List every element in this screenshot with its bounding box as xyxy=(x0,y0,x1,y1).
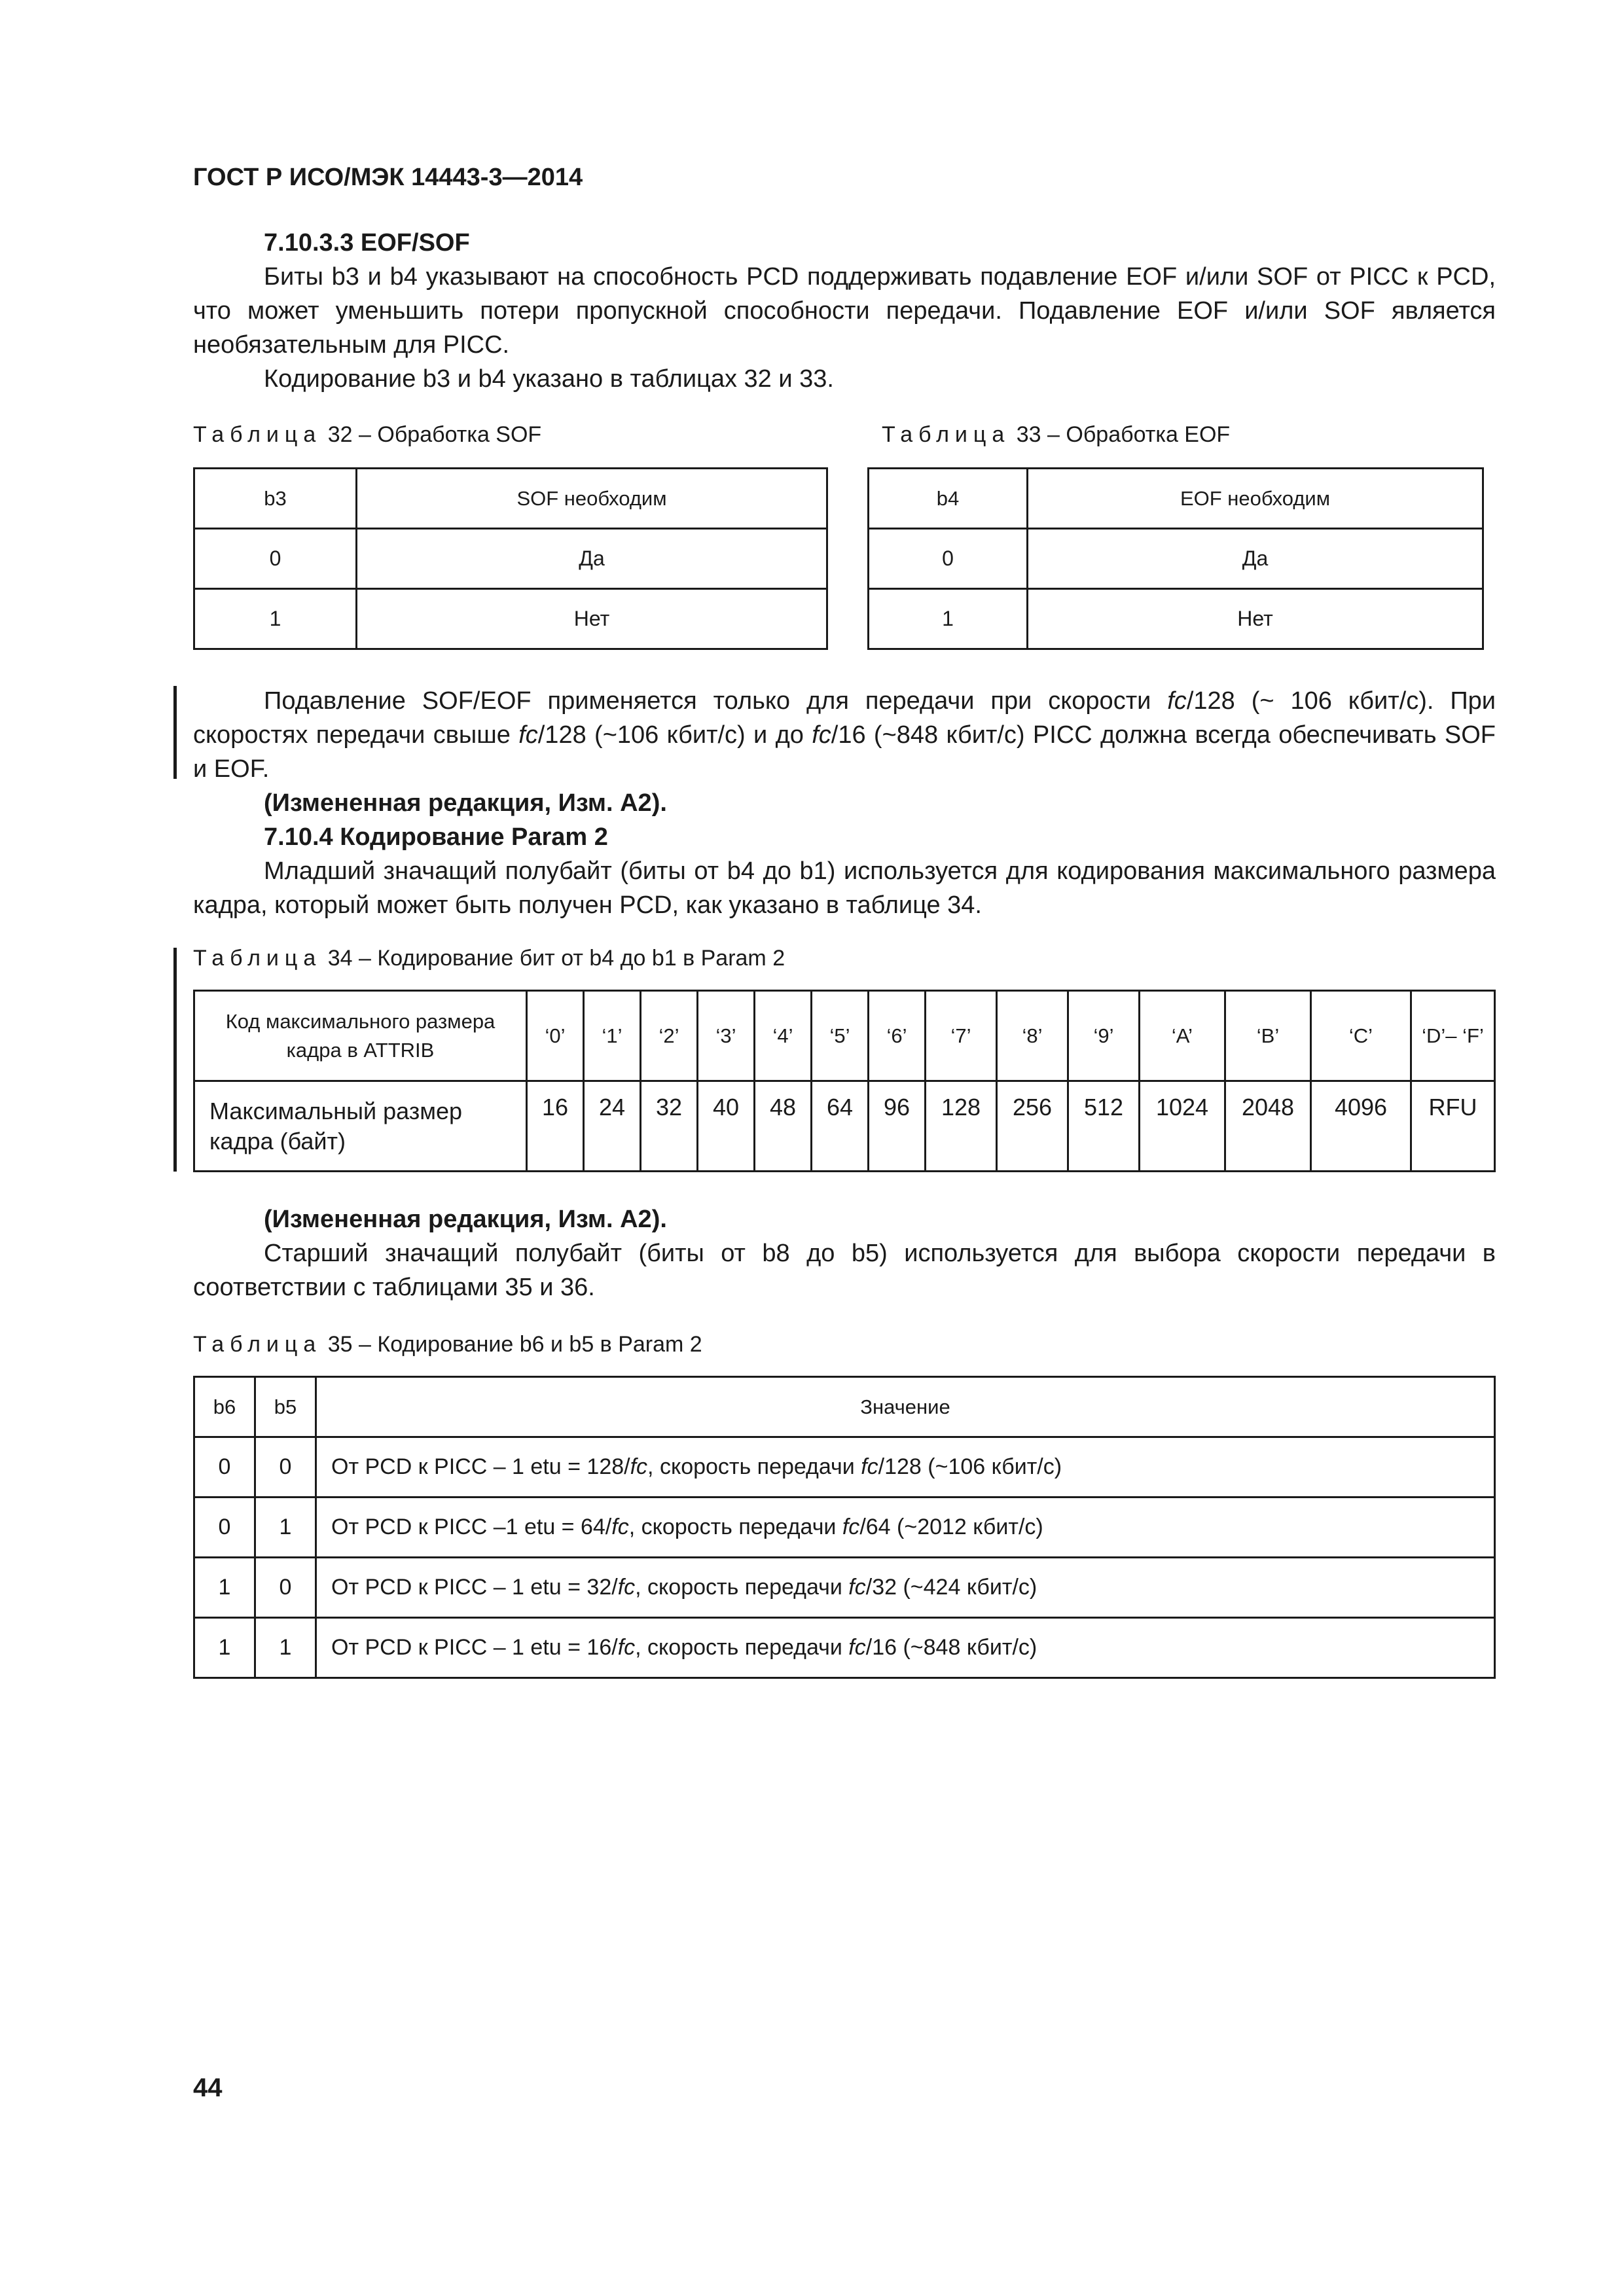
section-7-10-4-title: 7.10.4 Кодирование Param 2 xyxy=(264,823,608,851)
text-run: /128 (~106 кбит/с) и до xyxy=(537,721,812,749)
size-cell: 24 xyxy=(584,1081,641,1172)
table-35-caption xyxy=(193,1332,702,1357)
change-bar xyxy=(173,948,177,1172)
table-cell: 0 xyxy=(194,1437,255,1498)
table-row xyxy=(194,1081,1495,1172)
row-label-cell: Код максимального размера кадра в ATTRIB xyxy=(194,991,527,1081)
value-cell xyxy=(316,1437,1495,1498)
header-cell: SOF необходим xyxy=(357,469,827,529)
size-cell: 4096 xyxy=(1311,1081,1411,1172)
table-cell: 1 xyxy=(869,589,1028,649)
table-header-row xyxy=(194,1377,1495,1437)
text-run: , скорость передачи xyxy=(635,1575,849,1600)
table-cell: 0 xyxy=(255,1558,316,1618)
size-cell: 128 xyxy=(926,1081,997,1172)
text-run: /128 (~106 кбит/с) xyxy=(878,1454,1062,1479)
header-cell: b3 xyxy=(194,469,357,529)
code-cell: ‘2’ xyxy=(641,991,698,1081)
table-cell: 1 xyxy=(194,1558,255,1618)
code-cell: ‘6’ xyxy=(869,991,926,1081)
value-cell xyxy=(316,1498,1495,1558)
table-cell: 0 xyxy=(194,529,357,589)
code-cell: ‘3’ xyxy=(698,991,755,1081)
table-cell: 0 xyxy=(255,1437,316,1498)
code-cell: ‘C’ xyxy=(1311,991,1411,1081)
table-cell: 0 xyxy=(869,529,1028,589)
size-cell: 1024 xyxy=(1140,1081,1225,1172)
table-33 xyxy=(867,467,1484,650)
size-cell: 96 xyxy=(869,1081,926,1172)
text-run: Подавление SOF/EOF применяется только для передачи при скорости xyxy=(264,687,1168,715)
size-cell: 40 xyxy=(698,1081,755,1172)
header-cell: b4 xyxy=(869,469,1028,529)
text-run: /32 (~424 кбит/с) xyxy=(865,1575,1038,1600)
size-cell: 32 xyxy=(641,1081,698,1172)
text-run: От PCD к PICC –1 etu = 64/ xyxy=(331,1515,612,1539)
size-cell: 256 xyxy=(997,1081,1068,1172)
text-run: /16 (~848 кбит/с) PICC должна всегда обеспечивать SOF и EOF. xyxy=(193,721,1496,783)
table-row xyxy=(194,991,1495,1081)
text-run: /16 (~848 кбит/с) xyxy=(865,1635,1038,1660)
fc-symbol: fc xyxy=(617,1575,636,1600)
value-cell xyxy=(316,1618,1495,1678)
table-row xyxy=(194,589,827,649)
table-header-row xyxy=(194,469,827,529)
section-7-10-3-3-title: 7.10.3.3 EOF/SOF xyxy=(264,229,470,257)
code-cell: ‘7’ xyxy=(926,991,997,1081)
fc-symbol: fc xyxy=(630,1454,648,1479)
size-cell: 16 xyxy=(527,1081,584,1172)
header-cell: b5 xyxy=(255,1377,316,1437)
table-34-caption-word: Таблица xyxy=(193,946,322,971)
header-cell: b6 xyxy=(194,1377,255,1437)
amendment-note-1: (Измененная редакция, Изм. A2). xyxy=(264,789,667,817)
text-run: От PCD к PICC – 1 etu = 128/ xyxy=(331,1454,630,1479)
text-run: От PCD к PICC – 1 etu = 16/ xyxy=(331,1635,618,1660)
table-33-caption-text: 33 – Обработка EOF xyxy=(1016,422,1231,447)
table-row xyxy=(194,1558,1495,1618)
fc-symbol: fc xyxy=(611,1515,629,1539)
table-32-caption xyxy=(193,422,541,448)
table-row xyxy=(194,1618,1495,1678)
code-cell: ‘1’ xyxy=(584,991,641,1081)
fc-symbol: fc xyxy=(848,1635,866,1660)
fc-symbol: fc xyxy=(617,1635,636,1660)
fc-symbol: fc xyxy=(518,721,538,749)
size-cell: 64 xyxy=(812,1081,869,1172)
code-cell: ‘5’ xyxy=(812,991,869,1081)
table-header-row xyxy=(869,469,1483,529)
table-33-caption-word: Таблица xyxy=(882,422,1011,447)
size-cell: 512 xyxy=(1068,1081,1140,1172)
section-7-10-3-3-paragraph-2: Кодирование b3 и b4 указано в таблицах 32 и 33. xyxy=(264,365,834,393)
table-cell: Да xyxy=(1028,529,1483,589)
fc-symbol: fc xyxy=(812,721,831,749)
table-35 xyxy=(193,1376,1496,1679)
high-nibble-paragraph: Старший значащий полубайт (биты от b8 до b5) используется для выбора скорости передачи в соответствии с таблицами 35 и 36. xyxy=(193,1240,1496,1301)
fc-symbol: fc xyxy=(1167,687,1187,715)
document-header: ГОСТ Р ИСО/МЭК 14443-3—2014 xyxy=(193,164,583,191)
code-cell: ‘9’ xyxy=(1068,991,1140,1081)
table-34-caption-text: 34 – Кодирование бит от b4 до b1 в Param 2 xyxy=(327,946,785,971)
table-35-caption-word: Таблица xyxy=(193,1332,322,1357)
row-label-cell: Максимальный размер кадра (байт) xyxy=(194,1081,527,1172)
header-cell: Значение xyxy=(316,1377,1495,1437)
table-cell: 1 xyxy=(194,1618,255,1678)
change-bar xyxy=(173,686,177,779)
table-34 xyxy=(193,990,1496,1172)
page-number: 44 xyxy=(193,2073,223,2102)
table-cell: 1 xyxy=(255,1618,316,1678)
code-cell: ‘A’ xyxy=(1140,991,1225,1081)
section-7-10-4-paragraph: Младший значащий полубайт (биты от b4 до b1) используется для кодирования максимального размера кадра, который может быть получен PCD, как указано в таблице 34. xyxy=(193,857,1496,919)
fc-symbol: fc xyxy=(842,1515,860,1539)
size-cell: RFU xyxy=(1411,1081,1495,1172)
header-cell: EOF необходим xyxy=(1028,469,1483,529)
table-row xyxy=(194,529,827,589)
code-cell: ‘D’– ‘F’ xyxy=(1411,991,1495,1081)
text-run: /128 (~ 106 кбит/с). При скоростях передачи свыше xyxy=(193,687,1496,749)
table-35-caption-text: 35 – Кодирование b6 и b5 в Param 2 xyxy=(327,1332,702,1357)
table-cell: Нет xyxy=(357,589,827,649)
table-33-caption xyxy=(882,422,1230,448)
table-32-caption-word: Таблица xyxy=(193,422,322,447)
table-cell: Нет xyxy=(1028,589,1483,649)
table-cell: 1 xyxy=(194,589,357,649)
table-cell: 1 xyxy=(255,1498,316,1558)
code-cell: ‘0’ xyxy=(527,991,584,1081)
text-run: От PCD к PICC – 1 etu = 32/ xyxy=(331,1575,618,1600)
code-cell: ‘8’ xyxy=(997,991,1068,1081)
code-cell: ‘4’ xyxy=(755,991,812,1081)
table-32-caption-text: 32 – Обработка SOF xyxy=(327,422,542,447)
size-cell: 48 xyxy=(755,1081,812,1172)
section-7-10-3-3-paragraph-1: Биты b3 и b4 указывают на способность PCD поддерживать подавление EOF и/или SOF от PICC к PCD, что может уменьшить потери пропускной способности передачи. Подавление EOF и/или SOF является необязательным для PICC. xyxy=(193,263,1496,359)
text-run: , скорость передачи xyxy=(635,1635,849,1660)
fc-symbol: fc xyxy=(848,1575,866,1600)
sof-eof-paragraph xyxy=(193,684,1496,786)
code-cell: ‘B’ xyxy=(1225,991,1311,1081)
table-cell: 0 xyxy=(194,1498,255,1558)
text-run: , скорость передачи xyxy=(647,1454,861,1479)
table-34-caption xyxy=(193,946,785,971)
table-row xyxy=(869,529,1483,589)
table-row xyxy=(194,1498,1495,1558)
fc-symbol: fc xyxy=(861,1454,878,1479)
amendment-note-2: (Измененная редакция, Изм. A2). xyxy=(264,1206,667,1233)
text-run: , скорость передачи xyxy=(628,1515,842,1539)
value-cell xyxy=(316,1558,1495,1618)
text-run: /64 (~2012 кбит/с) xyxy=(859,1515,1043,1539)
table-row xyxy=(869,589,1483,649)
table-cell: Да xyxy=(357,529,827,589)
size-cell: 2048 xyxy=(1225,1081,1311,1172)
table-row xyxy=(194,1437,1495,1498)
table-32 xyxy=(193,467,828,650)
